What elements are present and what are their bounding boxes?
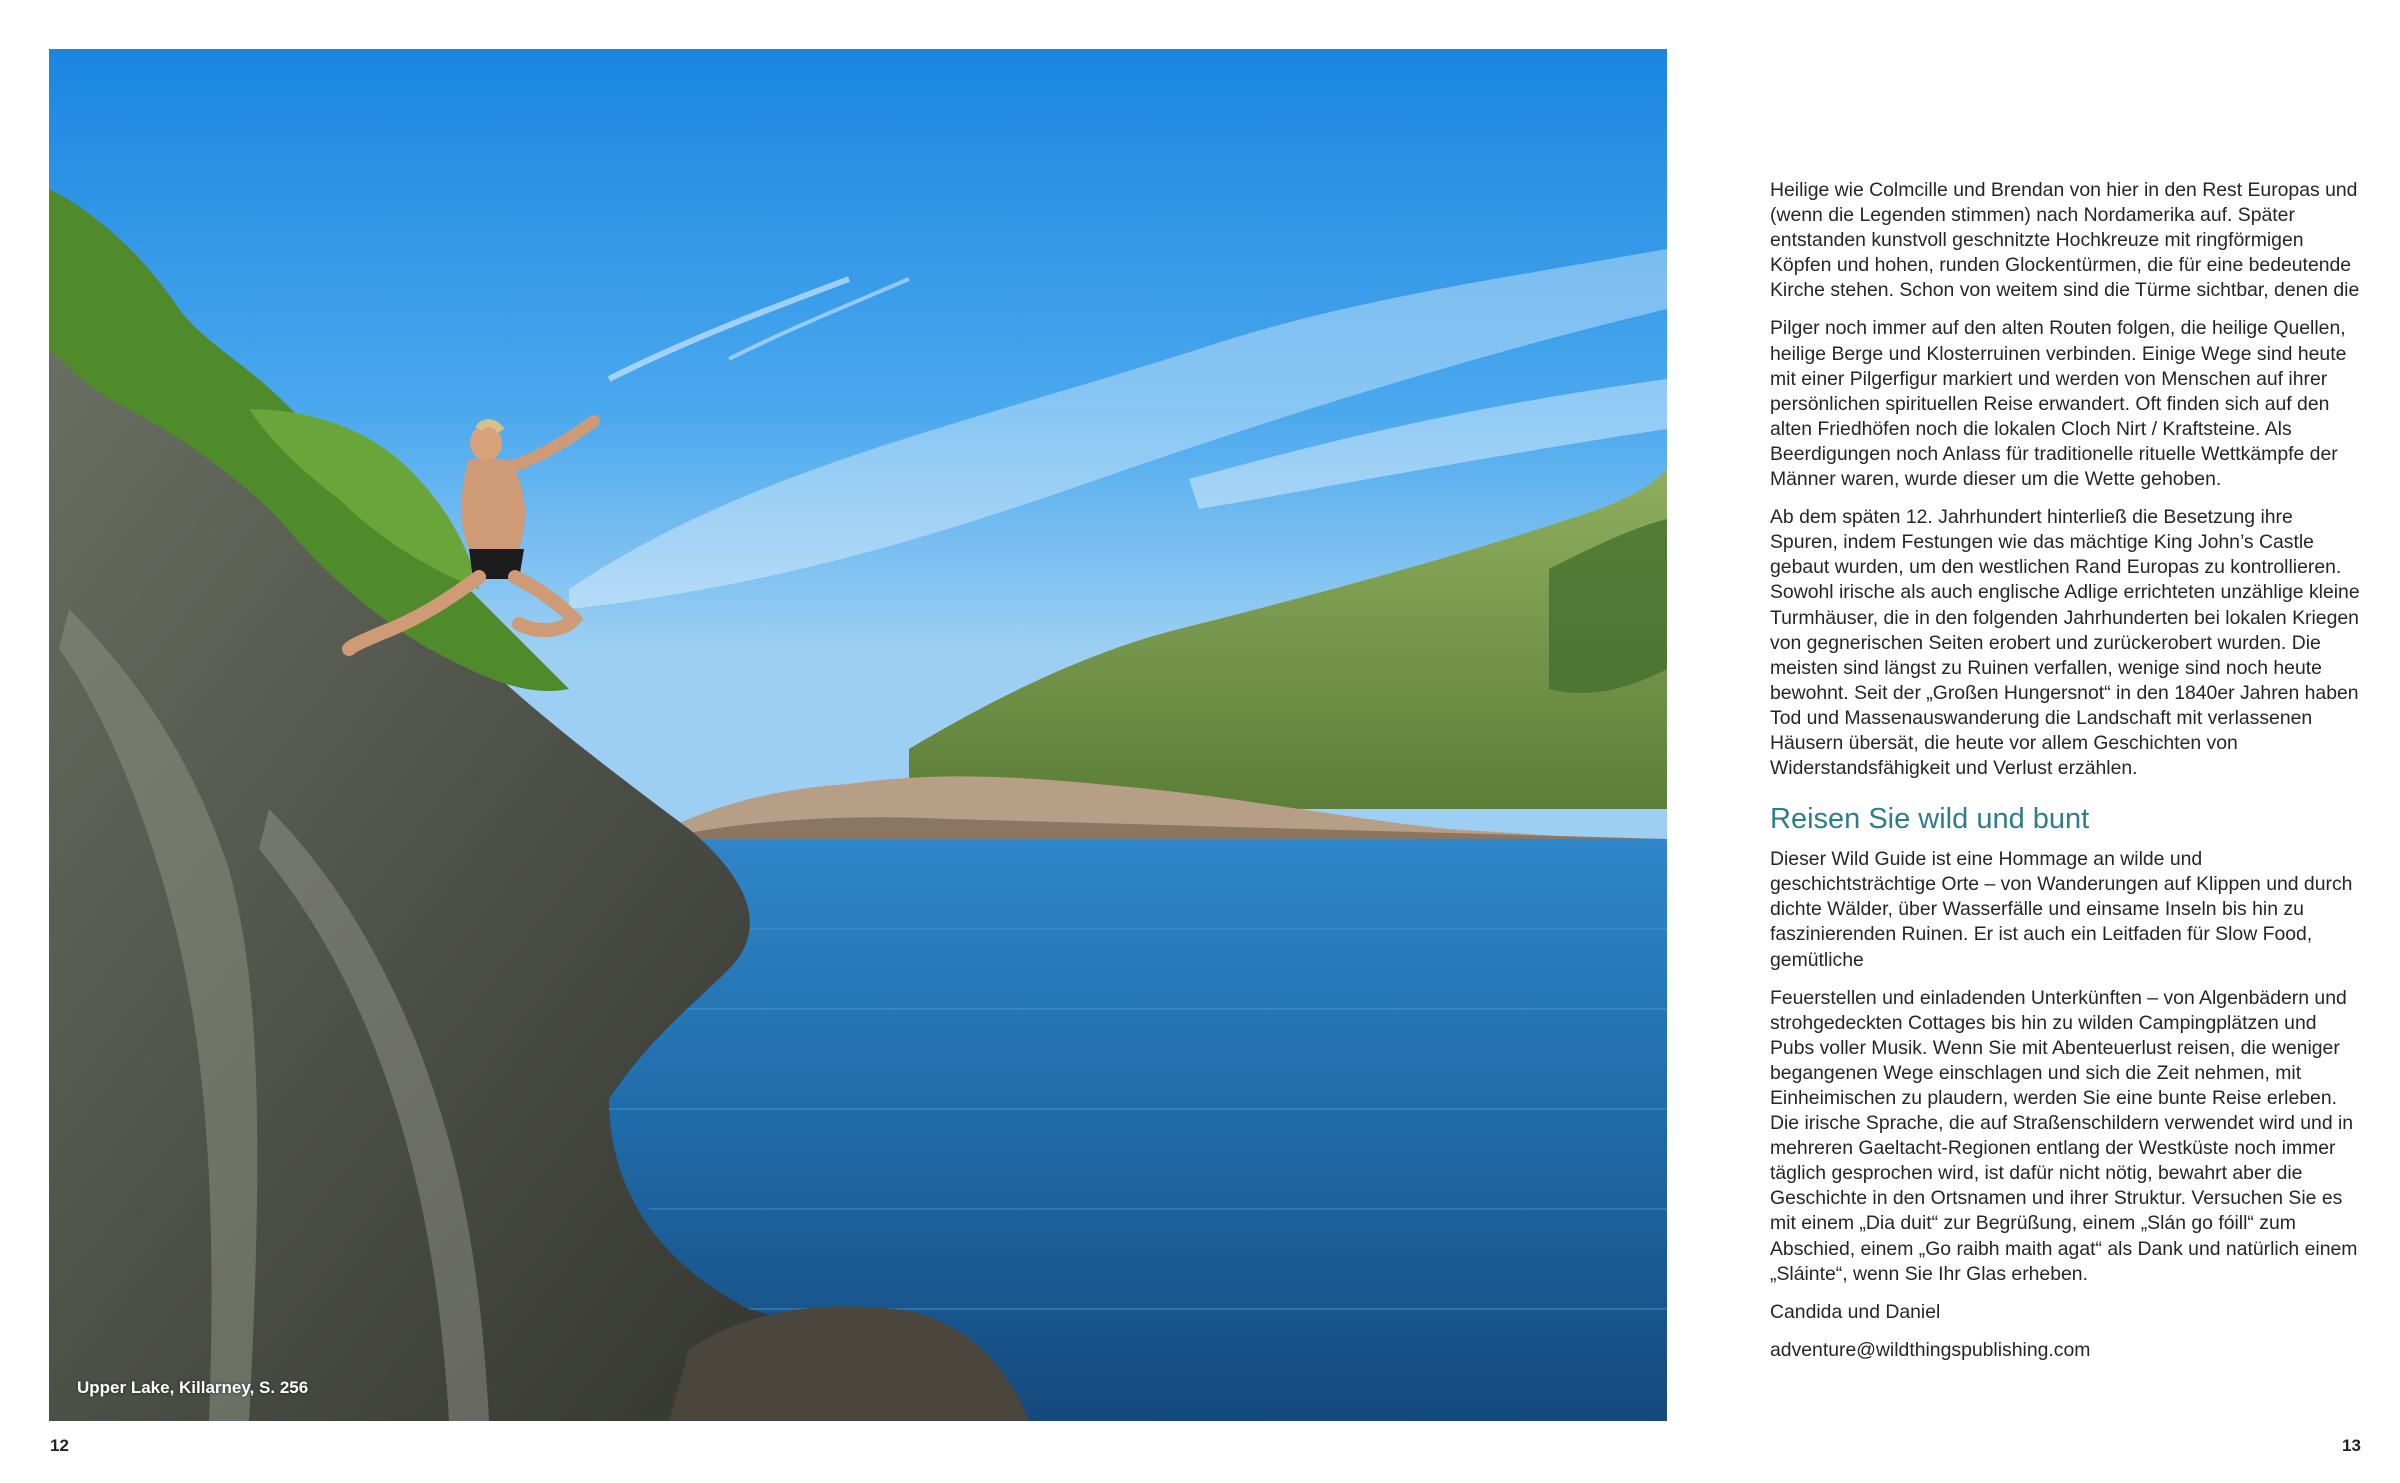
page-number-left: 12 (50, 1436, 69, 1455)
lake-photo-illustration (49, 49, 1667, 1421)
photo-caption: Upper Lake, Killarney, S. 256 (77, 1378, 309, 1397)
intro-paragraph-2: Pilger noch immer auf den alten Routen folgen, die heilige Quellen, heilige Berge und Klosterruinen verbinden. Einige Wege sind heute mit einer Pilgerfigur markiert und werden von Menschen auf ihrer persönlichen spirituellen Reise erwandert. Oft finden sich auf den alten Friedhöfen noch die lokalen Cloch Nirt / Kraftsteine. Als Beerdigungen noch Anlass für traditionelle rituelle Wettkämpfe der Männer waren, wurde dieser um die Wette gehoben. (1770, 317, 2347, 491)
contact-email: adventure@wildthingspublishing.com (1770, 1338, 2091, 1361)
page-number-right: 13 (2342, 1436, 2361, 1455)
main-paragraph-1: Dieser Wild Guide ist eine Hommage an wilde und geschichtsträchtige Orte – von Wanderungen auf Klippen und durch dichte Wälder, über Wasserfälle und einsame Inseln bis hin zu faszinierenden Ruinen. Er ist auch ein Leitfaden für Slow Food, gemütliche (1770, 848, 2353, 971)
intro-paragraph-1: Heilige wie Colmcille und Brendan von hier in den Rest Europas und (wenn die Legenden stimmen) nach Nordamerika auf. Später entstanden kunstvoll geschnitzte Hochkreuze mit ringförmigen Köpfen und hohen, runden Glockentürmen, die für eine bedeutende Kirche stehen. Schon von weitem sind die Türme sichtbar, denen die (1770, 179, 2360, 302)
intro-paragraph-3: Ab dem späten 12. Jahrhundert hinterließ die Besetzung ihre Spuren, indem Festungen wie das mächtige King John’s Castle gebaut wurden, um den westlichen Rand Europas zu kontrollieren. Sowohl irische als auch englische Adlige errichteten unzählige kleine Turmhäuser, die in den folgenden Jahrhunderten bei lokalen Kriegen von gegnerischen Seiten erobert und zurückerobert wurden. Die meisten sind längst zu Ruinen verfallen, wenige sind noch heute bewohnt. Seit der „Großen Hungersnot“ in den 1840er Jahren haben Tod und Massenauswanderung die Landschaft mit verlassenen Häusern übersät, die heute vor allem Geschichten von Widerstandsfähigkeit und Verlust erzählen. (1770, 506, 2360, 780)
lake-photo (49, 49, 1667, 1421)
signature: Candida und Daniel (1770, 1300, 1941, 1323)
text-column (1770, 178, 2360, 1376)
main-paragraph-2: Feuerstellen und einladenden Unterkünften – von Algenbädern und strohgedeckten Cottages bis hin zu wilden Campingplätzen und Pubs voller Musik. Wenn Sie mit Abenteuerlust reisen, die weniger begangenen Wege einschlagen und sich die Zeit nehmen, mit Einheimischen zu plaudern, werden Sie eine bunte Reise erleben. Die irische Sprache, die auf Straßenschildern verwendet wird und in mehreren Gaeltacht-Regionen entlang der Westküste noch immer täglich gesprochen wird, ist dafür nicht nötig, bewahrt aber die Geschichte in den Ortsnamen und ihrer Struktur. Versuchen Sie es mit einem „Dia duit“ zur Begrüßung, einem „Slán go fóill“ zum Abschied, einem „Go raibh maith agat“ als Dank und natürlich einem „Sláinte“, wenn Sie Ihr Glas erheben. (1770, 986, 2358, 1285)
section-heading: Reisen Sie wild und bunt (1770, 803, 2090, 836)
